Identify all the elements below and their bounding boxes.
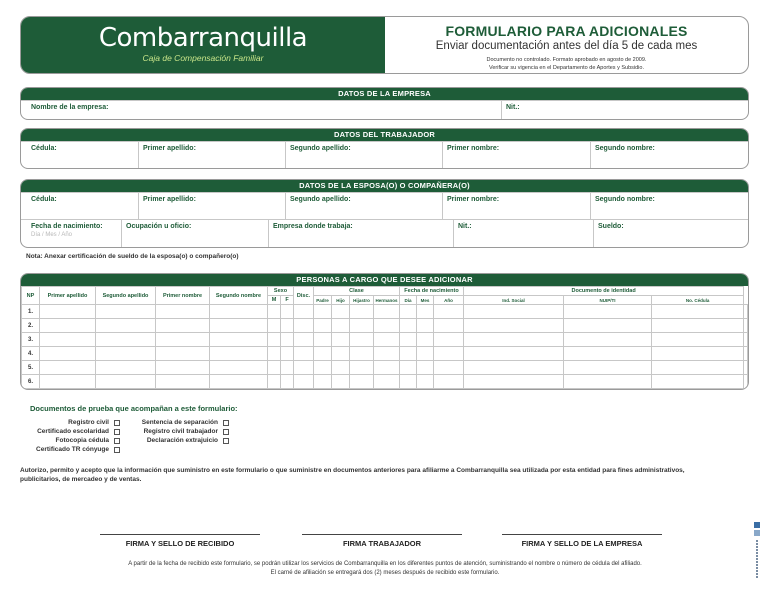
table-cell[interactable] (314, 333, 332, 347)
row-number: 2. (22, 319, 40, 333)
table-cell[interactable] (314, 347, 332, 361)
esposa-row-1 (21, 192, 748, 219)
col-disc: Disc. (294, 287, 314, 305)
col-sex-f: F (281, 296, 294, 305)
table-cell[interactable] (564, 333, 652, 347)
authorization-text: Autorizo, permito y acepto que la información que suministro en este formulario o que suministre en documentos anteriores para afiliarme a Combarranquilla sea utilizada por esta entidad para fines administrativos, publicitarios, de mercadeo y de ventas. (20, 467, 685, 483)
table-cell[interactable] (294, 347, 314, 361)
spouse-second-surname-field[interactable]: Segundo apellido: (285, 193, 442, 219)
table-cell[interactable] (268, 333, 281, 347)
table-cell[interactable] (294, 375, 314, 389)
col-doc-cedula: No. Cédula (652, 296, 744, 305)
table-cell[interactable] (40, 375, 96, 389)
footer-line-1: A partir de la fecha de recibido este formulario, se podrán utilizar los servicios de Combarranquilla en los diferentes puntos de atención, suministrando el nombre o número de cédula del afiliado. (128, 561, 642, 567)
col-doc-social: Ind. Social (464, 296, 564, 305)
form-title: FORMULARIO PARA ADICIONALES (445, 23, 688, 39)
table-cell[interactable] (210, 319, 268, 333)
side-logo-mark (752, 520, 762, 580)
spouse-birth-hint: Día / Mes / Año (31, 232, 73, 238)
doc-certificado-escolaridad[interactable] (28, 427, 120, 436)
spouse-job-field[interactable]: Ocupación u oficio: (121, 220, 268, 247)
signature-received[interactable]: FIRMA Y SELLO DE RECIBIDO (100, 534, 260, 548)
dependents-section (20, 273, 749, 390)
table-cell[interactable] (417, 333, 434, 347)
table-cell[interactable] (210, 305, 268, 319)
table-cell[interactable] (332, 375, 350, 389)
table-cell[interactable] (268, 347, 281, 361)
table-row (22, 375, 748, 389)
table-cell[interactable] (400, 347, 417, 361)
checkbox[interactable] (114, 420, 120, 426)
title-panel (385, 17, 748, 73)
table-cell[interactable] (564, 305, 652, 319)
table-row (22, 305, 748, 319)
table-cell[interactable] (434, 319, 464, 333)
table-cell[interactable] (417, 361, 434, 375)
doc-label: Declaración extrajuicio (146, 437, 218, 444)
trabajador-row (21, 141, 748, 168)
doc-label: Certificado TR cónyuge (36, 446, 109, 453)
esposa-heading: DATOS DE LA ESPOSA(O) O COMPAÑERA(O) (21, 180, 748, 192)
table-row (22, 319, 748, 333)
table-cell[interactable] (417, 375, 434, 389)
table-cell[interactable] (294, 361, 314, 375)
spouse-company-field[interactable]: Empresa donde trabaja: (268, 220, 453, 247)
table-cell[interactable] (744, 305, 748, 319)
worker-first-name-field[interactable]: Primer nombre: (442, 142, 590, 168)
row-number: 5. (22, 361, 40, 375)
table-cell[interactable] (350, 347, 374, 361)
table-cell[interactable] (96, 361, 156, 375)
table-cell[interactable] (374, 305, 400, 319)
table-cell[interactable] (281, 375, 294, 389)
signature-worker[interactable]: FIRMA TRABAJADOR (302, 534, 462, 548)
table-cell[interactable] (281, 319, 294, 333)
col-class-hijo: Hijo (332, 296, 350, 305)
company-name-field[interactable]: Nombre de la empresa: (31, 104, 109, 111)
table-cell[interactable] (268, 319, 281, 333)
form-note (385, 56, 748, 72)
table-cell[interactable] (400, 319, 417, 333)
doc-label: Fotocopia cédula (55, 437, 109, 444)
col-birth: Fecha de nacimiento (400, 287, 464, 296)
spouse-birth-field[interactable] (21, 220, 121, 247)
table-cell[interactable] (332, 333, 350, 347)
table-cell[interactable] (374, 375, 400, 389)
table-cell[interactable] (156, 361, 210, 375)
table-row (22, 347, 748, 361)
table-cell[interactable] (464, 305, 564, 319)
table-cell[interactable] (40, 361, 96, 375)
table-cell[interactable] (400, 305, 417, 319)
footer-line-2: El carné de afiliación se entregará dos (2) meses después de recibido este formulario. (270, 570, 500, 576)
table-cell[interactable] (374, 347, 400, 361)
spouse-first-name-field[interactable]: Primer nombre: (442, 193, 590, 219)
table-cell[interactable] (374, 319, 400, 333)
table-cell[interactable] (40, 333, 96, 347)
docs-right (128, 418, 229, 445)
table-cell[interactable] (374, 361, 400, 375)
table-cell[interactable] (400, 361, 417, 375)
esposa-row-2 (21, 219, 748, 247)
table-cell[interactable] (268, 305, 281, 319)
table-row (22, 333, 748, 347)
table-cell[interactable] (332, 305, 350, 319)
table-cell[interactable] (400, 375, 417, 389)
doc-certificado-tr[interactable] (28, 445, 120, 454)
table-cell[interactable] (464, 319, 564, 333)
col-first-name: Primer nombre (156, 287, 210, 305)
table-cell[interactable] (744, 347, 748, 361)
col-doc-nuip: NUIP/TI (564, 296, 652, 305)
table-cell[interactable] (332, 319, 350, 333)
col-birth-year: Año (434, 296, 464, 305)
table-cell[interactable] (210, 333, 268, 347)
col-class-hijastro: Hijastro (350, 296, 374, 305)
table-cell[interactable] (332, 347, 350, 361)
doc-label: Registro civil (68, 419, 109, 426)
table-cell[interactable] (210, 361, 268, 375)
checkbox[interactable] (223, 420, 229, 426)
worker-second-surname-field[interactable]: Segundo apellido: (285, 142, 442, 168)
table-cell[interactable] (434, 347, 464, 361)
table-row (22, 361, 748, 375)
col-doc: Documento de identidad (464, 287, 744, 296)
logo: Combarranquilla (98, 23, 308, 53)
col-np: NP (22, 287, 40, 305)
checkbox[interactable] (114, 438, 120, 444)
worker-id-field[interactable]: Cédula: (31, 145, 57, 152)
table-cell[interactable] (652, 361, 744, 375)
docs-left (28, 418, 120, 454)
table-cell[interactable] (156, 333, 210, 347)
doc-label: Registro civil trabajador (143, 428, 218, 435)
row-number: 6. (22, 375, 40, 389)
table-cell[interactable] (400, 333, 417, 347)
spouse-first-surname-field[interactable]: Primer apellido: (138, 193, 285, 219)
table-cell[interactable] (281, 333, 294, 347)
table-cell[interactable] (314, 361, 332, 375)
table-cell[interactable] (156, 305, 210, 319)
empresa-row (21, 100, 748, 119)
table-cell[interactable] (464, 375, 564, 389)
table-cell[interactable] (281, 305, 294, 319)
signature-company[interactable]: FIRMA Y SELLO DE LA EMPRESA (502, 534, 662, 548)
col-class: Clase (314, 287, 400, 296)
checkbox[interactable] (114, 447, 120, 453)
table-cell[interactable] (350, 333, 374, 347)
table-cell[interactable] (210, 347, 268, 361)
row-number: 4. (22, 347, 40, 361)
company-nit-field[interactable]: Nit.: (501, 101, 748, 119)
doc-registro-civil[interactable] (28, 418, 120, 427)
table-cell[interactable] (156, 347, 210, 361)
col-birth-month: Mes (417, 296, 434, 305)
table-cell[interactable] (96, 305, 156, 319)
table-cell[interactable] (417, 305, 434, 319)
table-cell[interactable] (744, 333, 748, 347)
table-cell[interactable] (652, 347, 744, 361)
table-cell[interactable] (156, 319, 210, 333)
col-class-padre: Padre (314, 296, 332, 305)
table-cell[interactable] (434, 361, 464, 375)
table-cell[interactable] (564, 375, 652, 389)
form-note-line-1: Documento no controlado. Formato aprobado en agosto de 2009. (486, 57, 647, 63)
table-cell[interactable] (40, 347, 96, 361)
table-cell[interactable] (464, 333, 564, 347)
form-header (20, 16, 749, 74)
spouse-second-name-field[interactable]: Segundo nombre: (590, 193, 748, 219)
table-cell[interactable] (374, 333, 400, 347)
table-cell[interactable] (96, 333, 156, 347)
table-cell[interactable] (564, 347, 652, 361)
checkbox[interactable] (223, 429, 229, 435)
table-cell[interactable] (96, 319, 156, 333)
empresa-heading: DATOS DE LA EMPRESA (21, 88, 748, 100)
table-cell[interactable] (564, 361, 652, 375)
table-cell[interactable] (268, 375, 281, 389)
col-sex-m: M (268, 296, 281, 305)
table-cell[interactable] (744, 319, 748, 333)
worker-second-name-field[interactable]: Segundo nombre: (590, 142, 748, 168)
col-second-surname: Segundo apellido (96, 287, 156, 305)
table-cell[interactable] (350, 305, 374, 319)
table-cell[interactable] (350, 319, 374, 333)
table-cell[interactable] (314, 319, 332, 333)
table-cell[interactable] (281, 347, 294, 361)
row-number: 1. (22, 305, 40, 319)
trabajador-heading: DATOS DEL TRABAJADOR (21, 129, 748, 141)
spouse-id-field[interactable]: Cédula: (31, 196, 57, 203)
table-cell[interactable] (96, 375, 156, 389)
spouse-birth-label: Fecha de nacimiento: (31, 223, 103, 230)
table-cell[interactable] (332, 361, 350, 375)
form-subtitle: Enviar documentación antes del día 5 de cada mes (435, 40, 698, 52)
doc-sentencia[interactable] (128, 418, 229, 427)
table-cell[interactable] (268, 361, 281, 375)
worker-first-surname-field[interactable]: Primer apellido: (138, 142, 285, 168)
checkbox[interactable] (223, 438, 229, 444)
table-cell[interactable] (156, 375, 210, 389)
row-number: 3. (22, 333, 40, 347)
doc-declaracion[interactable] (128, 436, 229, 445)
table-cell[interactable] (434, 333, 464, 347)
doc-fotocopia-cedula[interactable] (28, 436, 120, 445)
table-cell[interactable] (744, 361, 748, 375)
table-cell[interactable] (744, 375, 748, 389)
table-cell[interactable] (96, 347, 156, 361)
table-cell[interactable] (434, 375, 464, 389)
table-cell[interactable] (314, 375, 332, 389)
table-cell[interactable] (210, 375, 268, 389)
form-note-line-2: Verificar su vigencia en el Departamento de Aportes y Subsidio. (488, 65, 644, 71)
col-second-name: Segundo nombre (210, 287, 268, 305)
spouse-salary-field[interactable]: Sueldo: (593, 220, 748, 247)
table-cell[interactable] (434, 305, 464, 319)
esposa-section (20, 179, 749, 248)
dependents-heading: PERSONAS A CARGO QUE DESEE ADICIONAR (21, 274, 748, 286)
table-cell[interactable] (40, 319, 96, 333)
note-text: Nota: Anexar certificación de sueldo de la esposa(o) o compañero(o) (26, 253, 239, 260)
table-cell[interactable] (417, 319, 434, 333)
table-cell[interactable] (417, 347, 434, 361)
table-cell[interactable] (652, 305, 744, 319)
table-cell[interactable] (652, 319, 744, 333)
doc-label: Sentencia de separación (141, 419, 218, 426)
logo-tagline: Caja de Compensación Familiar (142, 53, 264, 63)
table-cell[interactable] (294, 305, 314, 319)
doc-registro-trabajador[interactable] (128, 427, 229, 436)
table-cell[interactable] (281, 361, 294, 375)
table-cell[interactable] (314, 305, 332, 319)
footer (40, 560, 730, 578)
table-cell[interactable] (350, 361, 374, 375)
empresa-section (20, 87, 749, 120)
table-cell[interactable] (40, 305, 96, 319)
table-cell[interactable] (294, 333, 314, 347)
col-first-surname: Primer apellido (40, 287, 96, 305)
dependents-table (21, 286, 748, 389)
table-cell[interactable] (652, 375, 744, 389)
table-cell[interactable] (350, 375, 374, 389)
col-sex: Sexo (268, 287, 294, 296)
spouse-nit-field[interactable]: Nit.: (453, 220, 593, 247)
logo-panel (21, 17, 385, 73)
col-birth-day: Día (400, 296, 417, 305)
trabajador-section (20, 128, 749, 169)
table-cell[interactable] (464, 361, 564, 375)
table-cell[interactable] (464, 347, 564, 361)
docs-title: Documentos de prueba que acompañan a este formulario: (30, 404, 238, 413)
table-cell[interactable] (652, 333, 744, 347)
doc-label: Certificado escolaridad (37, 428, 109, 435)
col-class-hermanos: Hermanos (375, 297, 398, 303)
table-cell[interactable] (294, 319, 314, 333)
checkbox[interactable] (114, 429, 120, 435)
table-cell[interactable] (564, 319, 652, 333)
